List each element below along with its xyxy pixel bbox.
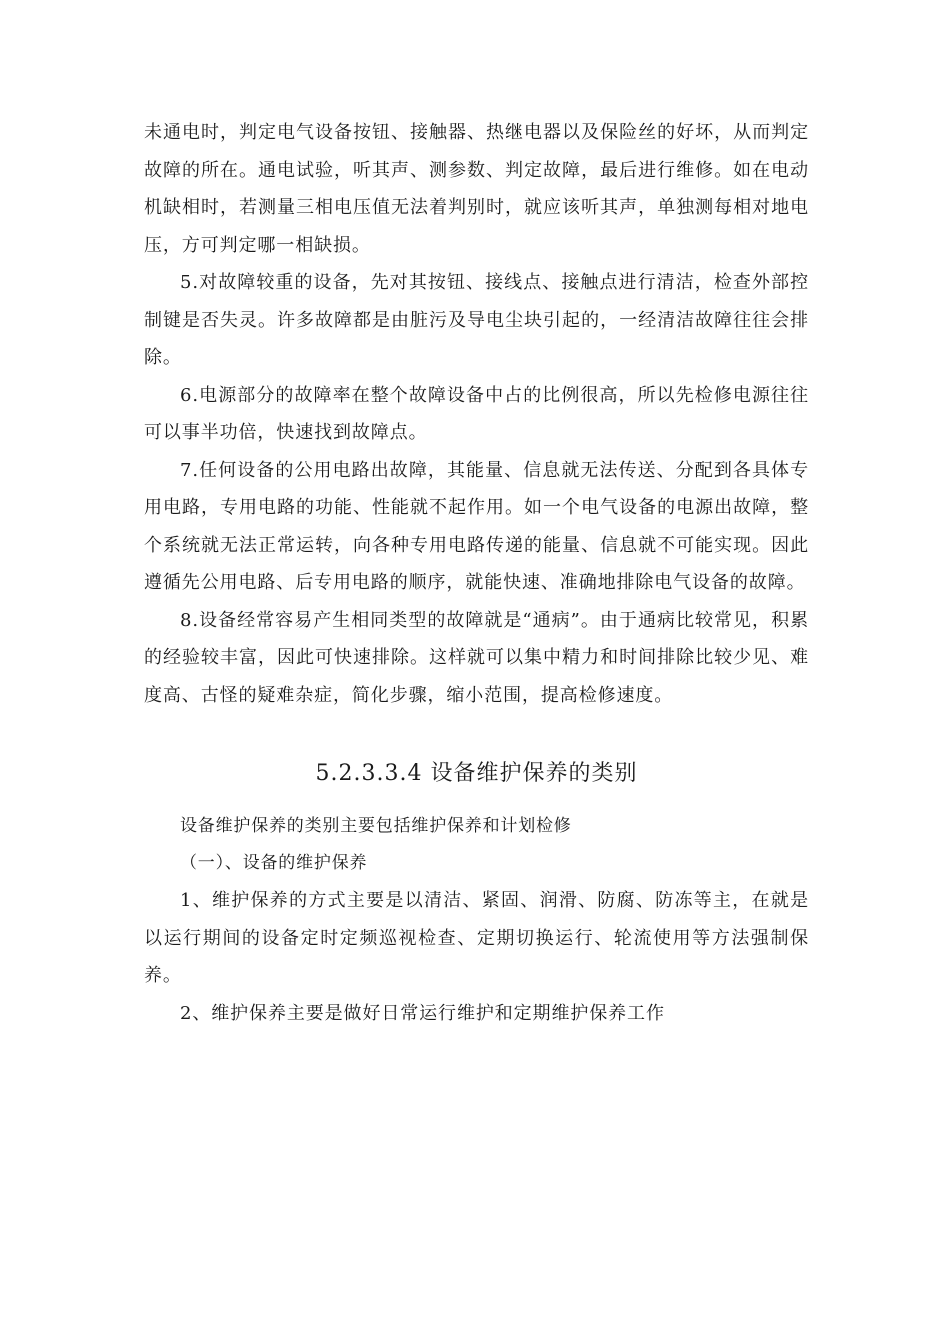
paragraph-item-8: 8.设备经常容易产生相同类型的故障就是“通病”。由于通病比较常见，积累的经验较丰富，因此可快速排除。这样就可以集中精力和时间排除比较少见、难度高、古怪的疑难杂症，简化步骤，缩小范围，提高检修速度。 [144,609,809,706]
paragraph-item-6: 6.电源部分的故障率在整个故障设备中占的比例很高，所以先检修电源往往可以事半功倍，快速找到故障点。 [144,384,809,443]
document-body [144,114,809,1032]
paragraph-item-7: 7.任何设备的公用电路出故障，其能量、信息就无法传送、分配到各具体专用电路，专用电路的功能、性能就不起作用。如一个电气设备的电源出故障，整个系统就无法正常运转，向各种专用电路传递的能量、信息就不可能实现。因此遵循先公用电路、后专用电路的顺序，就能快速、准确地排除电气设备的故障。 [144,459,809,593]
paragraph-item-5: 5.对故障较重的设备，先对其按钮、接线点、接触点进行清洁，检查外部控制键是否失灵。许多故障都是由脏污及导电尘块引起的，一经清洁故障往往会排除。 [144,272,809,368]
section-heading: 5.2.3.3.4 设备维护保养的类别 [315,761,638,786]
paragraph-maintenance-1: 1、维护保养的方式主要是以清洁、紧固、润滑、防腐、防冻等主，在就是以运行期间的设备定时定频巡视检查、定期切换运行、轮流使用等方法强制保养。 [144,890,809,986]
section-intro: 设备维护保养的类别主要包括维护保养和计划检修 [180,816,572,836]
paragraph-continued: 未通电时，判定电气设备按钮、接触器、热继电器以及保险丝的好坏，从而判定故障的所在。通电试验，听其声、测参数、判定故障，最后进行维修。如在电动机缺相时，若测量三相电压值无法着判别时，就应该听其声，单独测每相对地电压，方可判定哪一相缺损。 [144,122,809,256]
subsection-title: （一）、设备的维护保养 [180,853,368,873]
paragraph-maintenance-2: 2、维护保养主要是做好日常运行维护和定期维护保养工作 [180,1002,665,1024]
